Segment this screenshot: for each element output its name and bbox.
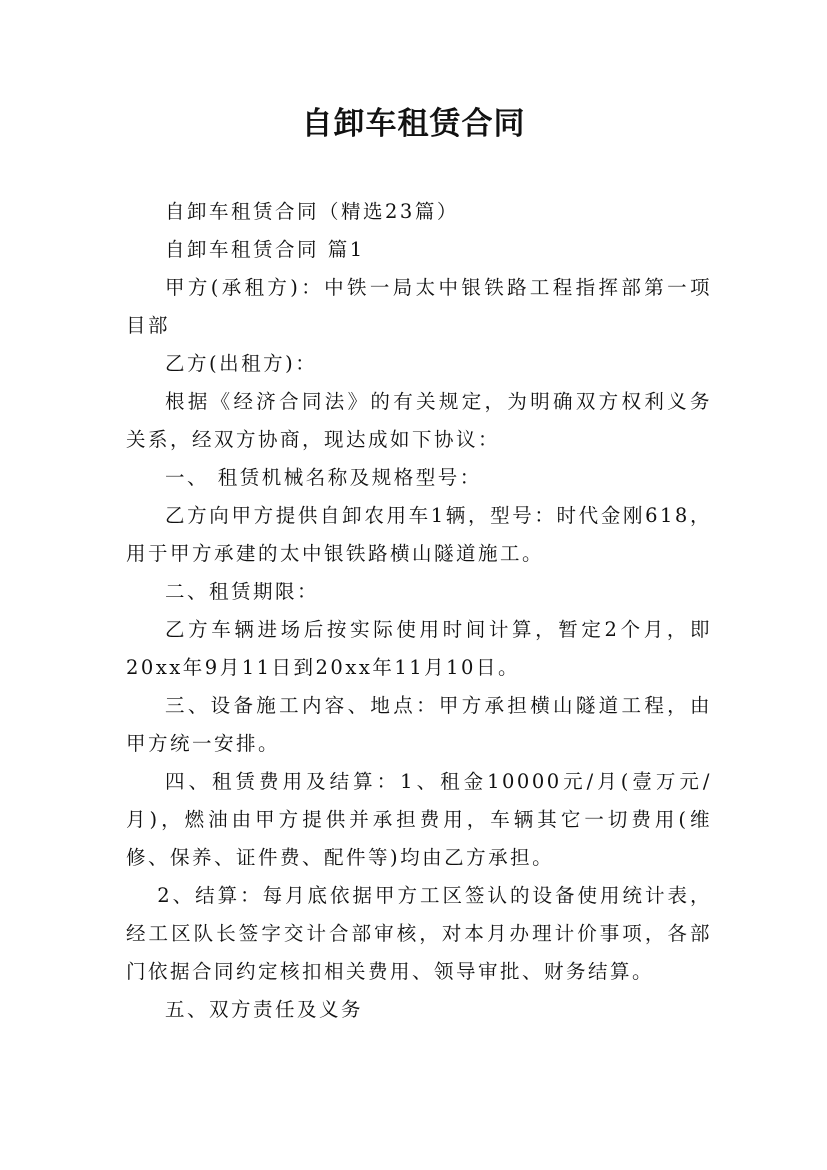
paragraph-preamble: 根据《经济合同法》的有关规定，为明确双方权利义务关系，经双方协商，现达成如下协议： xyxy=(126,390,712,451)
paragraph-clause-3: 三、设备施工内容、地点：甲方承担横山隧道工程，由甲方统一安排。 xyxy=(126,694,712,755)
paragraph-clause-4: 四、租赁费用及结算：1、租金10000元/月(壹万元/月)，燃油由甲方提供并承担费用，车辆其它一切费用(维修、保养、证件费、配件等)均由乙方承担。 xyxy=(126,770,712,869)
paragraph-clause-5-heading: 五、双方责任及义务 xyxy=(165,998,364,1021)
document-body xyxy=(126,193,712,1029)
paragraph-clause-1-heading: 一、 租赁机械名称及规格型号： xyxy=(165,466,482,489)
paragraph-clause-2-body: 乙方车辆进场后按实际使用时间计算，暂定2个月，即20xx年9月11日到20xx年11月10日。 xyxy=(126,618,712,679)
document-title: 自卸车租赁合同 xyxy=(301,106,526,142)
paragraph-section-heading: 自卸车租赁合同 篇1 xyxy=(165,238,365,261)
paragraph-party-a: 甲方(承租方)：中铁一局太中银铁路工程指挥部第一项目部 xyxy=(126,276,712,337)
paragraph-clause-4-settlement: 2、结算：每月底依据甲方工区签认的设备使用统计表，经工区队长签字交计合部审核，对本月办理计价事项，各部门依据合同约定核扣相关费用、领导审批、财务结算。 xyxy=(126,884,712,983)
paragraph-party-b: 乙方(出租方)： xyxy=(165,352,318,375)
paragraph-clause-1-body: 乙方向甲方提供自卸农用车1辆，型号：时代金刚618，用于甲方承建的太中银铁路横山隧道施工。 xyxy=(126,504,712,565)
paragraph-subtitle: 自卸车租赁合同（精选23篇） xyxy=(165,200,459,223)
paragraph-clause-2-heading: 二、租赁期限： xyxy=(165,580,320,603)
